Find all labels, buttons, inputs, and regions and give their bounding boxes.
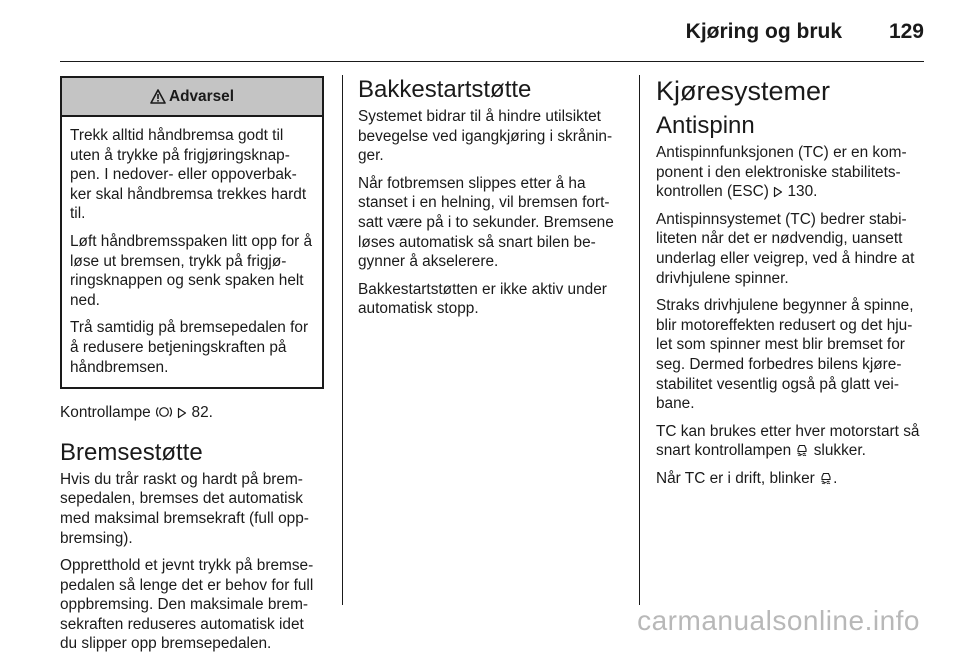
tc-paragraph-1-text: Antispinnfunksjonen (TC) er en kom-ponent i den elektroniske stabilitets-kontrollen (ESC): [656, 144, 907, 201]
header-title: Kjøring og bruk: [685, 20, 842, 43]
header-rule: [60, 61, 924, 62]
column-divider-2: [639, 75, 640, 605]
warning-triangle-icon: [150, 89, 166, 104]
indicator-label: Kontrollampe: [60, 404, 151, 422]
hill-start-paragraph-1: Systemet bidrar til å hindre utilsiktet bevegelse ved igangkjøring i skrånin-ger.: [358, 108, 613, 165]
hill-start-paragraph-2: Når fotbremsen slippes etter å ha stanset i en helning, vil bremsen fort-satt være på i to sekunder. Bremsene løses automatisk så snart bilen be-gynner å akselerere.: [358, 174, 614, 271]
column-divider-1: [342, 75, 343, 605]
page-number: 129: [888, 20, 924, 43]
warning-body: [62, 117, 322, 387]
column-left: [60, 76, 324, 662]
tc-page-ref: 130.: [787, 183, 818, 201]
hill-start-heading: Bakkestartstøtte: [358, 76, 532, 103]
warning-header: [62, 78, 322, 117]
column-middle: [358, 76, 624, 327]
driving-systems-heading: Kjøresystemer: [656, 76, 831, 106]
brake-assist-paragraph-2: Oppretthold et jevnt trykk på bremse-pedalen så lenge det er behov for full oppbremsing. Den maksimale brem-sekraften reduseres automatisk idet du slipper opp bremsepedalen.: [60, 557, 314, 653]
warning-box: [60, 76, 324, 389]
brake-warning-icon: [155, 405, 173, 419]
warning-paragraph-1: Trekk alltid håndbremsa godt til uten å trykke på frigjøringsknap-pen. I nedover- eller oppoverbak-ker skal håndbremsa trekkes hardt til.: [70, 127, 307, 223]
indicator-page-ref: 82.: [191, 404, 213, 422]
brake-assist-heading: Bremsestøtte: [60, 438, 203, 466]
traction-control-heading: Antispinn: [656, 112, 755, 139]
page-reference-icon: [773, 186, 783, 198]
warning-paragraph-3: Trå samtidig på bremsepedalen for å redusere betjeningskraften på håndbremsen.: [70, 319, 309, 376]
page-reference-icon: [177, 407, 187, 419]
warning-paragraph-2: Løft håndbremsspaken litt opp for å løse ut bremsen, trykk på frigjø-ringsknappen og senk spaken helt ned.: [70, 232, 313, 309]
traction-control-icon: [795, 443, 809, 457]
column-right: [656, 76, 922, 497]
indicator-line: [60, 403, 324, 423]
brake-assist-paragraph-1: Hvis du trår raskt og hardt på brem-sepedalen, bremses det automatisk med maksimal bremsekraft (full opp-bremsing).: [60, 470, 309, 547]
tc-paragraph-2: Antispinnsystemet (TC) bedrer stabi-liteten når det er nødvendig, uansett underlag eller veigrep, ved å hindre at drivhjulene spinner.: [656, 210, 915, 287]
traction-control-icon: [819, 471, 833, 485]
tc-paragraph-3: Straks drivhjulene begynner å spinne, blir motoreffekten redusert og det hju-let som spinner mest blir bremset for seg. Dermed forbedres bilens kjøre-stabilitet vesentlig også på glatt vei-bane.: [656, 297, 914, 413]
watermark[interactable]: carmanualsonline.info: [637, 605, 920, 636]
tc-paragraph-1: [656, 143, 922, 202]
warning-title: Advarsel: [168, 87, 235, 105]
tc-paragraph-5-text: Når TC er i drift, blinker: [656, 469, 815, 487]
tc-paragraph-4-text: TC kan brukes etter hver motorstart så snart kontrollampen: [656, 422, 920, 460]
tc-paragraph-4: [656, 422, 922, 461]
tc-paragraph-5: [656, 469, 922, 489]
tc-paragraph-5-end: .: [833, 469, 838, 487]
hill-start-paragraph-3: Bakkestartstøtten er ikke aktiv under automatisk stopp.: [358, 280, 607, 318]
tc-paragraph-4-end: slukker.: [813, 442, 866, 460]
